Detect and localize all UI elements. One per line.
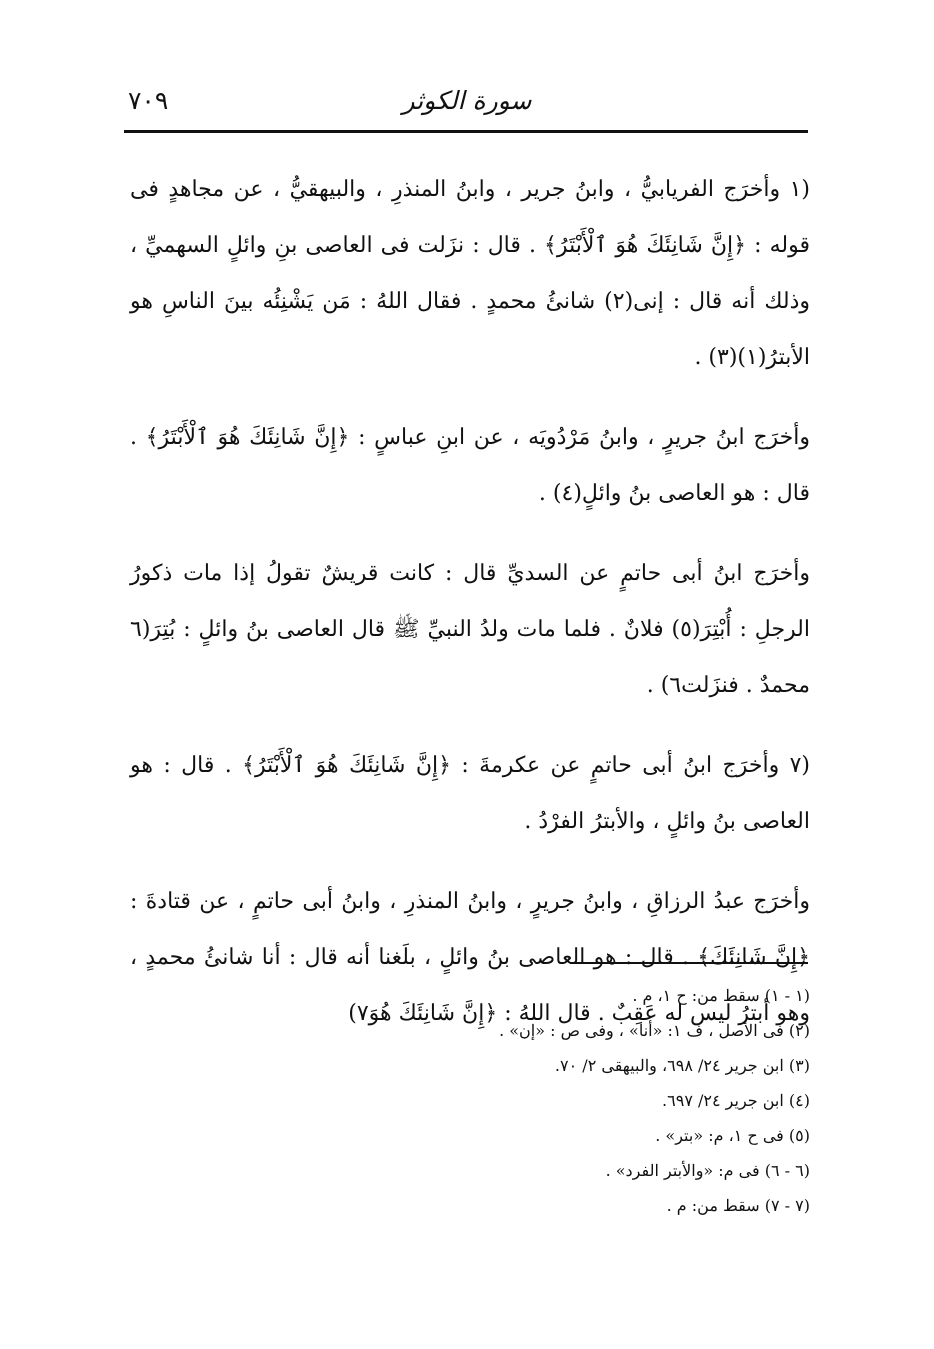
paragraph-suddi: وأخرَج ابنُ أبى حاتمٍ عن السديِّ قال : كانت قريشٌ تقولُ إذا مات ذكورُ الرجلِ : أُبْتِرَ(٥) فلانٌ . فلما مات ولدُ النبيِّ ﷺ قال العاصى بنُ وائلٍ : بُتِرَ(٦ محمدٌ . فنزَلت٦) .: [130, 561, 810, 698]
main-text: [130, 162, 810, 1066]
footnote-6: (٦ - ٦) فى م: «والأبتر الفرد» .: [605, 1161, 810, 1180]
footnote-2: (٢) فى الأصل ، ف ١: «أنا» ، وفى ص : «إن» .: [499, 1021, 810, 1040]
footnote-3: (٣) ابن جرير ٢٤/ ٦٩٨، والبيهقى ٢/ ٧٠.: [554, 1056, 810, 1075]
paragraph-mujahid: (١ وأخرَج الفريابيُّ ، وابنُ جرير ، وابنُ المنذرِ ، والبيهقيُّ ، عن مجاهدٍ فى قوله : ﴿إِنَّ شَانِئَكَ هُوَ ٱلْأَبْتَرُ﴾ . قال : نزَلت فى العاصى بنِ وائلٍ السهميِّ ، وذلك أنه قال : إنى(٢) شانئُ محمدٍ . فقال اللهُ : مَن يَشْنِئُه بينَ الناسِ هو الأبترُ(١)(٣) .: [130, 177, 810, 370]
footnote-5: (٥) فى ح ١، م: «بتر» .: [655, 1126, 810, 1145]
page-header: [128, 84, 806, 124]
paragraph-ibn-abbas: وأخرَج ابنُ جريرٍ ، وابنُ مَرْدُويَه ، عن ابنِ عباسٍ : ﴿إِنَّ شَانِئَكَ هُوَ ٱلْأَبْتَرُ﴾ . قال : هو العاصى بنُ وائلٍ(٤) .: [130, 425, 810, 506]
footnote-rule: [570, 962, 808, 964]
paragraph-qatada: وأخرَج عبدُ الرزاقِ ، وابنُ جريرٍ ، وابنُ المنذرِ ، وابنُ أبى حاتمٍ ، عن قتادةَ : ﴿إِنَّ شَانِئَكَ﴾ . قال : هو العاصى بنُ وائلٍ ، بلَغنا أنه قال : أنا شانئُ محمدٍ ، وهو أبترُ ليس له عَقِبٌ . قال اللهُ : ﴿إِنَّ شَانِئَكَ هُوَ٧): [130, 889, 810, 1026]
footnotes: [380, 978, 810, 1223]
footnote-7: (٧ - ٧) سقط من: م .: [666, 1196, 810, 1215]
footnote-4: (٤) ابن جرير ٢٤/ ٦٩٧.: [662, 1091, 810, 1110]
page-number: ٧٠٩: [128, 86, 169, 115]
paragraph-ikrima: (٧ وأخرَج ابنُ أبى حاتمٍ عن عكرمةَ : ﴿إِنَّ شَانِئَكَ هُوَ ٱلْأَبْتَرُ﴾ . قال : هو العاصى بنُ وائلٍ ، والأبترُ الفرْدُ .: [130, 753, 810, 834]
surah-title: سورة الكوثر: [402, 86, 532, 115]
footnote-1: (١ - ١) سقط من: ح ١، م .: [632, 986, 810, 1005]
header-rule: [124, 130, 808, 133]
